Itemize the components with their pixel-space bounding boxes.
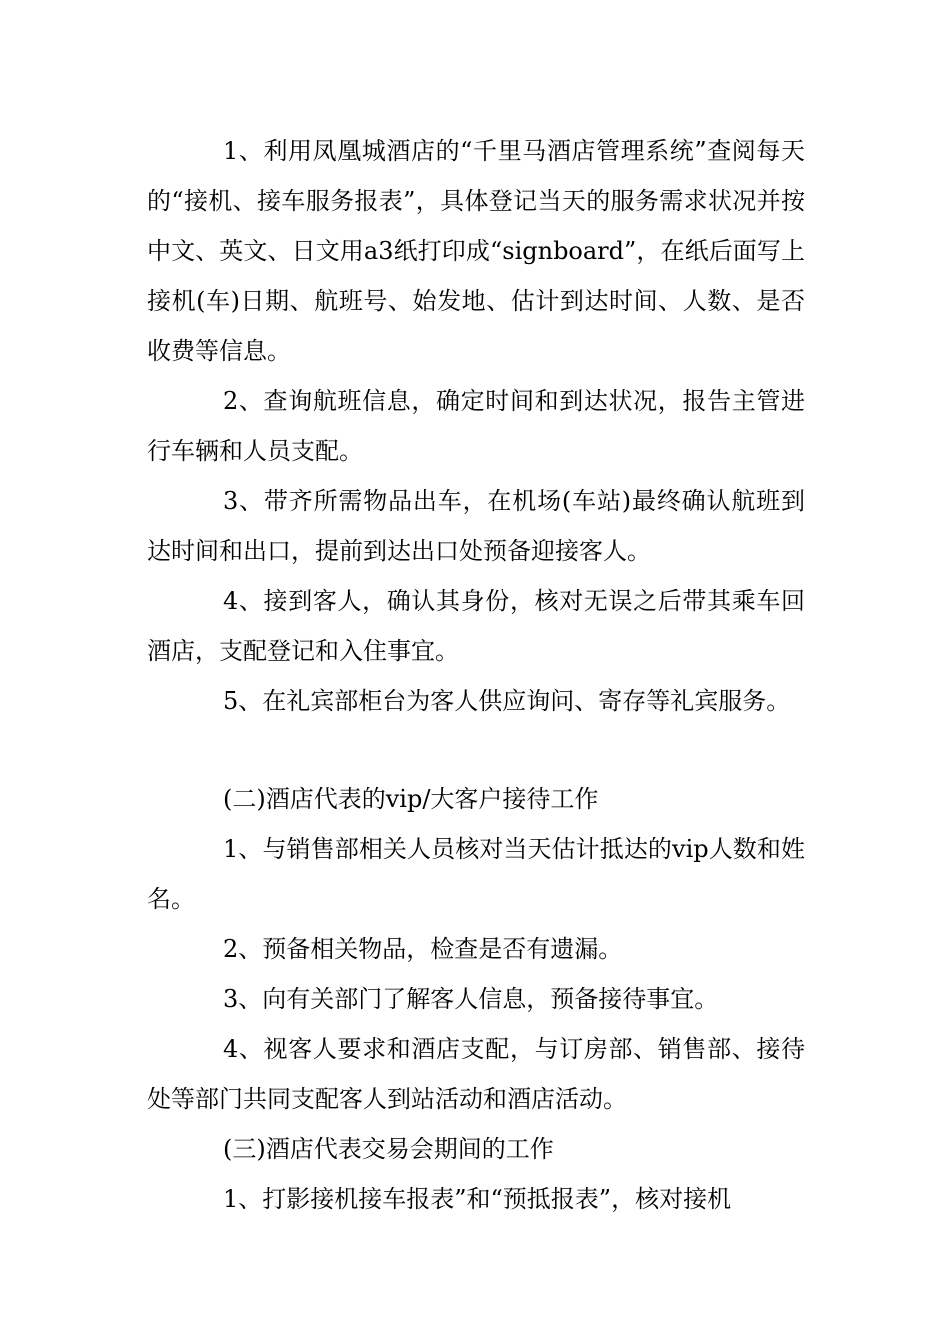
paragraph-airport-pickup-2: 2、查询航班信息，确定时间和到达状况，报告主管进行车辆和人员支配。 (147, 387, 805, 465)
paragraph-airport-pickup-4: 4、接到客人，确认其身份，核对无误之后带其乘车回酒店，支配登记和入住事宜。 (147, 587, 805, 665)
section-heading-trade-fair: (三)酒店代表交易会期间的工作 (223, 1135, 554, 1163)
paragraph-airport-pickup-3: 3、带齐所需物品出车，在机场(车站)最终确认航班到达时间和出口，提前到达出口处预备迎接客人。 (147, 487, 805, 565)
paragraph-trade-fair-1: 1、打影接机接车报表”和“预抵报表”，核对接机 (223, 1185, 732, 1213)
paragraph-vip-4: 4、视客人要求和酒店支配，与订房部、销售部、接待处等部门共同支配客人到站活动和酒店活动。 (147, 1035, 805, 1113)
paragraph-airport-pickup-5: 5、在礼宾部柜台为客人供应询问、寄存等礼宾服务。 (223, 687, 791, 715)
section-heading-vip: (二)酒店代表的vip/大客户接待工作 (223, 785, 599, 813)
paragraph-vip-2: 2、预备相关物品，检查是否有遗漏。 (223, 935, 623, 963)
paragraph-vip-1: 1、与销售部相关人员核对当天估计抵达的vip人数和姓名。 (147, 835, 805, 913)
paragraph-airport-pickup-1: 1、利用凤凰城酒店的“千里马酒店管理系统”查阅每天的“接机、接车服务报表”，具体登记当天的服务需求状况并按中文、英文、日文用a3纸打印成“signboard”，在纸后面写上接机(车)日期、航班号、始发地、估计到达时间、人数、是否收费等信息。 (147, 137, 805, 365)
paragraph-vip-3: 3、向有关部门了解客人信息，预备接待事宜。 (223, 985, 719, 1013)
